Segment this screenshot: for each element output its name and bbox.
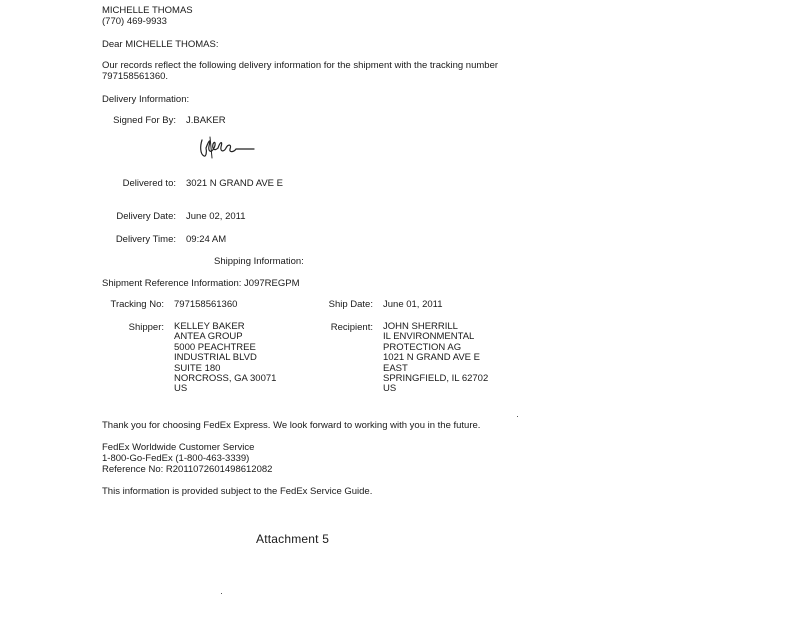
recipient-line: PROTECTION AG <box>383 341 462 353</box>
shipper-label: Shipper: <box>128 322 164 333</box>
shipper-line: INDUSTRIAL BLVD <box>174 352 257 364</box>
shipment-reference: Shipment Reference Information: J097REGPM <box>102 278 300 289</box>
delivery-date-value: June 02, 2011 <box>186 211 246 222</box>
intro-line-1: Our records reflect the following delivery information for the shipment with the tracking number <box>102 60 499 71</box>
salutation: Dear MICHELLE THOMAS: <box>102 39 219 50</box>
service-phone: 1-800-Go-FedEx (1-800-463-3339) <box>102 453 250 464</box>
recipient-line: IL ENVIRONMENTAL <box>383 331 475 343</box>
shipper-line: ANTEA GROUP <box>174 331 243 343</box>
disclaimer: This information is provided subject to the FedEx Service Guide. <box>102 486 373 497</box>
delivered-to-label: Delivered to: <box>122 178 176 189</box>
recipient-name: MICHELLE THOMAS <box>102 5 193 16</box>
delivery-date-label: Delivery Date: <box>116 211 176 222</box>
scan-speck <box>221 593 222 594</box>
delivery-heading: Delivery Information: <box>102 94 190 105</box>
recipient-line: US <box>383 383 397 395</box>
signature-image <box>196 134 258 160</box>
recipient-label: Recipient: <box>330 322 373 333</box>
shipper-line: NORCROSS, GA 30071 <box>174 373 277 385</box>
attachment-label: Attachment 5 <box>256 532 330 546</box>
shipper-address <box>174 322 276 395</box>
thank-you-text: Thank you for choosing FedEx Express. We look forward to working with you in the future. <box>102 420 481 431</box>
tracking-label: Tracking No: <box>110 299 164 310</box>
ship-date-value: June 01, 2011 <box>383 299 443 310</box>
delivered-to-value: 3021 N GRAND AVE E <box>186 178 283 189</box>
scan-speck <box>517 416 518 417</box>
delivery-time-value: 09:24 AM <box>186 234 227 245</box>
shipping-heading: Shipping Information: <box>214 256 304 267</box>
shipper-line: KELLEY BAKER <box>174 321 245 332</box>
signed-for-label: Signed For By: <box>113 115 176 126</box>
shipper-line: SUITE 180 <box>174 362 221 374</box>
recipient-address <box>383 322 488 395</box>
recipient-line: JOHN SHERRILL <box>383 321 458 332</box>
delivery-time-label: Delivery Time: <box>115 234 176 245</box>
shipper-line: US <box>174 383 188 395</box>
ship-date-label: Ship Date: <box>328 299 373 310</box>
tracking-value: 797158561360 <box>174 299 238 310</box>
intro-line-2: 797158561360. <box>102 71 169 82</box>
recipient-line: 1021 N GRAND AVE E <box>383 352 480 364</box>
service-title: FedEx Worldwide Customer Service <box>102 442 255 453</box>
recipient-line: EAST <box>383 362 408 374</box>
reference-number: Reference No: R2011072601498612082 <box>102 464 273 475</box>
recipient-phone: (770) 469-9933 <box>102 16 167 27</box>
signed-for-value: J.BAKER <box>186 115 226 126</box>
shipper-line: 5000 PEACHTREE <box>174 341 256 353</box>
recipient-line: SPRINGFIELD, IL 62702 <box>383 373 489 385</box>
